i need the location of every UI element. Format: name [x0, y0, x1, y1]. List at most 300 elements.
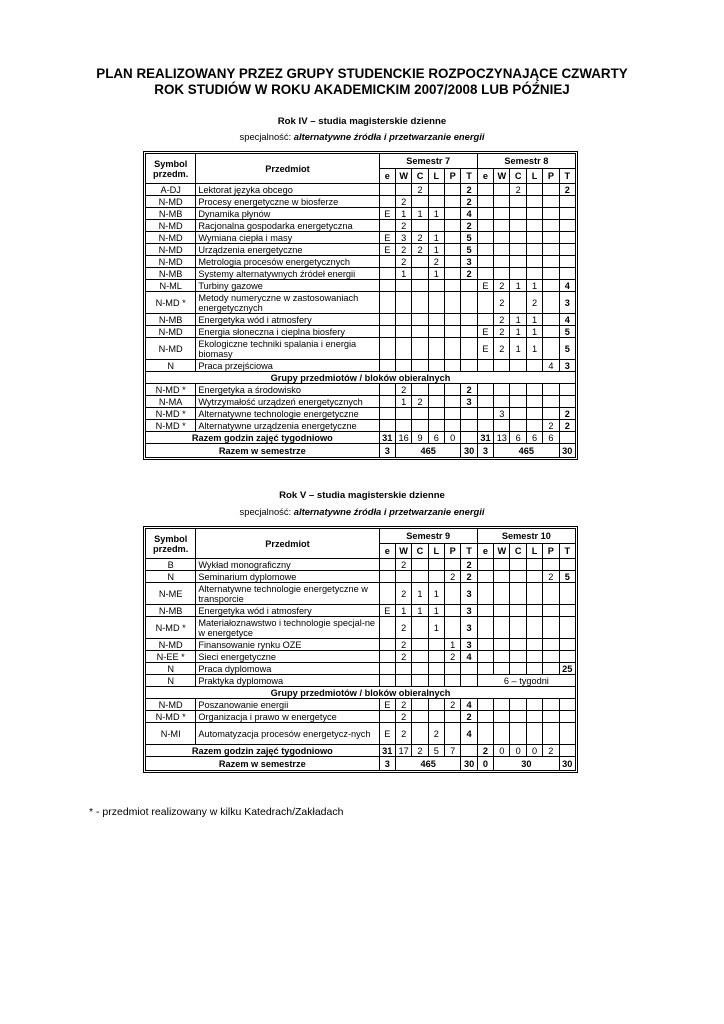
hours-cell	[510, 420, 526, 432]
hours-cell: 1	[526, 314, 542, 326]
hours-cell	[543, 617, 559, 639]
subject-name: Energetyka a środowisko	[196, 384, 379, 396]
subject-row	[146, 605, 576, 617]
subject-row	[146, 326, 576, 338]
hours-cell	[428, 571, 444, 583]
hours-cell	[445, 232, 461, 244]
hours-cell	[494, 360, 510, 372]
hours-cell	[445, 314, 461, 326]
duration-cell: 6 – tygodni	[477, 675, 575, 687]
hours-cell	[428, 711, 444, 723]
hours-cell: 3	[461, 605, 477, 617]
weekly-total-cell	[559, 745, 575, 757]
semester-total-label: Razem w semestrze	[146, 757, 380, 771]
hours-cell	[395, 314, 411, 326]
hours-cell	[559, 196, 575, 208]
hours-cell	[412, 420, 428, 432]
semester-total-hours: 465	[494, 444, 559, 458]
hours-cell: 1	[428, 617, 444, 639]
hours-cell	[494, 232, 510, 244]
hours-cell: 2	[412, 396, 428, 408]
page-title	[60, 66, 664, 98]
hours-cell: 1	[445, 639, 461, 651]
table1-container	[143, 151, 578, 460]
hours-cell: 2	[412, 184, 428, 196]
subject-symbol: A-DJ	[146, 184, 196, 196]
hours-cell	[477, 617, 493, 639]
hours-cell	[428, 699, 444, 711]
subject-symbol: N-MD	[146, 232, 196, 244]
hours-cell	[477, 711, 493, 723]
hours-cell: 5	[461, 244, 477, 256]
subject-symbol: N-MD *	[146, 617, 196, 639]
semester-exam-count: 3	[477, 444, 493, 458]
hours-cell	[477, 663, 493, 675]
weekly-total-label: Razem godzin zajęć tygodniowo	[146, 432, 380, 444]
weekly-total-cell: 9	[412, 432, 428, 444]
hours-cell	[412, 571, 428, 583]
hours-cell	[494, 723, 510, 745]
subject-symbol: N-MB	[146, 605, 196, 617]
hours-cell	[379, 420, 395, 432]
hours-cell: 1	[428, 232, 444, 244]
hours-cell	[412, 280, 428, 292]
hours-cell: 4	[543, 360, 559, 372]
hours-cell	[379, 268, 395, 280]
weekly-total-cell: 16	[395, 432, 411, 444]
hours-cell: 2	[395, 559, 411, 571]
hours-cell	[510, 360, 526, 372]
subject-symbol: N-MD	[146, 338, 196, 360]
subject-symbol: N-MD	[146, 220, 196, 232]
hours-cell: 2	[395, 384, 411, 396]
hours-cell	[543, 711, 559, 723]
hours-cell	[526, 699, 542, 711]
hours-cell	[494, 663, 510, 675]
hours-cell	[445, 663, 461, 675]
hours-cell	[494, 196, 510, 208]
hours-cell	[526, 360, 542, 372]
hours-cell	[526, 220, 542, 232]
header-row	[146, 529, 576, 544]
hours-cell	[412, 723, 428, 745]
hours-cell	[395, 571, 411, 583]
hours-cell	[477, 256, 493, 268]
hours-cell	[559, 384, 575, 396]
col-e-header: e	[379, 169, 395, 184]
hours-cell	[428, 326, 444, 338]
hours-cell: 3	[461, 396, 477, 408]
hours-cell	[445, 408, 461, 420]
hours-cell	[543, 651, 559, 663]
hours-cell	[494, 184, 510, 196]
hours-cell	[412, 256, 428, 268]
hours-cell: 2	[461, 184, 477, 196]
hours-cell	[543, 256, 559, 268]
hours-cell	[510, 617, 526, 639]
title-line-1: PLAN REALIZOWANY PRZEZ GRUPY STUDENCKIE ROZPOCZYNAJĄCE CZWARTY	[96, 66, 628, 81]
hours-cell	[494, 384, 510, 396]
hours-cell: 2	[445, 651, 461, 663]
hours-cell: 2	[494, 280, 510, 292]
hours-cell	[543, 639, 559, 651]
hours-cell	[543, 208, 559, 220]
hours-cell	[510, 196, 526, 208]
hours-cell	[477, 314, 493, 326]
hours-cell	[559, 583, 575, 605]
hours-cell: 2	[461, 559, 477, 571]
hours-cell	[379, 196, 395, 208]
hours-cell	[379, 559, 395, 571]
hours-cell: 3	[461, 617, 477, 639]
subject-symbol: N-MD *	[146, 408, 196, 420]
semester-total-row	[146, 757, 576, 771]
hours-cell	[428, 384, 444, 396]
subject-symbol: N-MB	[146, 208, 196, 220]
hours-cell	[395, 675, 411, 687]
hours-cell	[412, 617, 428, 639]
col-p-header: P	[543, 169, 559, 184]
hours-cell: E	[379, 723, 395, 745]
subject-name: Alternatywne urządzenia energetyczne	[196, 420, 379, 432]
hours-cell	[379, 360, 395, 372]
hours-cell: 2	[395, 651, 411, 663]
hours-cell	[526, 605, 542, 617]
hours-cell: 2	[494, 338, 510, 360]
hours-cell: E	[379, 232, 395, 244]
subject-name: Energetyka wód i atmosfery	[196, 605, 379, 617]
hours-cell	[445, 184, 461, 196]
hours-cell: 3	[461, 583, 477, 605]
hours-cell	[379, 617, 395, 639]
subject-symbol: N	[146, 675, 196, 687]
hours-cell	[445, 244, 461, 256]
hours-cell: 5	[461, 232, 477, 244]
col-e-header: e	[477, 169, 493, 184]
col-p-header: P	[445, 169, 461, 184]
weekly-total-cell: 13	[494, 432, 510, 444]
hours-cell	[477, 220, 493, 232]
hours-cell	[543, 184, 559, 196]
hours-cell	[526, 408, 542, 420]
hours-cell	[526, 196, 542, 208]
hours-cell	[543, 408, 559, 420]
hours-cell	[477, 559, 493, 571]
table2-heading: Rok V – studia magisterskie dzienne	[279, 490, 445, 501]
hours-cell	[412, 292, 428, 314]
hours-cell: 2	[412, 232, 428, 244]
subject-row	[146, 559, 576, 571]
subject-row	[146, 244, 576, 256]
hours-cell	[526, 208, 542, 220]
subject-row	[146, 280, 576, 292]
hours-cell	[510, 292, 526, 314]
hours-cell: 1	[510, 280, 526, 292]
hours-cell	[543, 583, 559, 605]
weekly-total-cell: 2	[412, 745, 428, 757]
hours-cell: 3	[559, 292, 575, 314]
hours-cell	[494, 220, 510, 232]
subject-symbol: N-MB	[146, 314, 196, 326]
col-l-header: L	[428, 169, 444, 184]
hours-cell	[477, 699, 493, 711]
hours-cell: 1	[395, 208, 411, 220]
hours-cell: 2	[428, 256, 444, 268]
col-l-header: L	[526, 169, 542, 184]
subject-symbol: N-MD	[146, 196, 196, 208]
hours-cell	[543, 396, 559, 408]
hours-cell	[395, 420, 411, 432]
hours-cell	[526, 384, 542, 396]
hours-cell	[526, 256, 542, 268]
subject-symbol: N-MA	[146, 396, 196, 408]
weekly-total-cell: 31	[379, 745, 395, 757]
hours-cell	[412, 384, 428, 396]
subject-symbol: N-ME	[146, 583, 196, 605]
hours-cell	[428, 184, 444, 196]
hours-cell	[477, 184, 493, 196]
hours-cell	[428, 338, 444, 360]
hours-cell: 2	[412, 244, 428, 256]
hours-cell	[445, 583, 461, 605]
hours-cell	[428, 196, 444, 208]
hours-cell	[445, 605, 461, 617]
table1-heading: Rok IV – studia magisterskie dzienne	[277, 116, 447, 127]
hours-cell	[526, 583, 542, 605]
symbol-header: Symbol przedm.	[146, 529, 196, 559]
hours-cell	[494, 268, 510, 280]
hours-cell: 1	[395, 605, 411, 617]
subject-symbol: N-EE *	[146, 651, 196, 663]
elective-group-label: Grupy przedmiotów / bloków obieralnych	[146, 372, 576, 384]
weekly-total-cell: 31	[477, 432, 493, 444]
weekly-total-cell	[461, 432, 477, 444]
hours-cell	[543, 268, 559, 280]
hours-cell	[379, 184, 395, 196]
plan-table	[145, 153, 576, 458]
hours-cell	[494, 256, 510, 268]
hours-cell	[526, 651, 542, 663]
subject-symbol: N-MD	[146, 639, 196, 651]
hours-cell: 2	[395, 583, 411, 605]
col-w-header: W	[395, 169, 411, 184]
subject-name: Urządzenia energetyczne	[196, 244, 379, 256]
hours-cell: E	[379, 244, 395, 256]
weekly-total-label: Razem godzin zajęć tygodniowo	[146, 745, 380, 757]
hours-cell: 2	[543, 420, 559, 432]
hours-cell	[510, 232, 526, 244]
hours-cell: 2	[494, 326, 510, 338]
hours-cell	[526, 559, 542, 571]
col-w-header: W	[494, 544, 510, 559]
hours-cell	[559, 256, 575, 268]
col-t-header: T	[559, 169, 575, 184]
col-w-header: W	[494, 169, 510, 184]
symbol-header: Symbol przedm.	[146, 154, 196, 184]
hours-cell	[445, 268, 461, 280]
hours-cell	[477, 723, 493, 745]
weekly-total-cell: 7	[445, 745, 461, 757]
subject-row	[146, 617, 576, 639]
hours-cell	[543, 280, 559, 292]
col-p-header: P	[543, 544, 559, 559]
hours-cell	[543, 326, 559, 338]
hours-cell	[543, 314, 559, 326]
hours-cell	[379, 280, 395, 292]
hours-cell	[379, 292, 395, 314]
hours-cell	[510, 208, 526, 220]
elective-row	[146, 420, 576, 432]
subject-symbol: B	[146, 559, 196, 571]
hours-cell	[477, 292, 493, 314]
hours-cell	[445, 617, 461, 639]
semester-a-header: Semestr 7	[379, 154, 477, 169]
hours-cell	[510, 723, 526, 745]
hours-cell: 1	[412, 605, 428, 617]
hours-cell: 2	[445, 571, 461, 583]
hours-cell	[477, 639, 493, 651]
hours-cell	[510, 256, 526, 268]
weekly-total-cell: 0	[510, 745, 526, 757]
subject-symbol: N-MD	[146, 256, 196, 268]
subject-header: Przedmiot	[196, 529, 379, 559]
hours-cell	[494, 651, 510, 663]
hours-cell	[526, 232, 542, 244]
spec-prefix: specjalność:	[239, 506, 294, 517]
hours-cell	[461, 420, 477, 432]
hours-cell	[477, 396, 493, 408]
hours-cell	[445, 256, 461, 268]
weekly-total-cell: 17	[395, 745, 411, 757]
hours-cell	[428, 675, 444, 687]
subject-name: Praca przejściowa	[196, 360, 379, 372]
hours-cell	[559, 723, 575, 745]
hours-cell: 5	[559, 571, 575, 583]
subject-name: Ekologiczne techniki spalania i energia biomasy	[196, 338, 379, 360]
hours-cell: 3	[494, 408, 510, 420]
hours-cell	[494, 420, 510, 432]
semester-total-hours: 465	[395, 757, 460, 771]
elective-row	[146, 723, 576, 745]
hours-cell: 2	[461, 196, 477, 208]
hours-cell	[379, 571, 395, 583]
weekly-total-cell: 0	[445, 432, 461, 444]
hours-cell	[543, 338, 559, 360]
hours-cell	[494, 244, 510, 256]
hours-cell: 2	[559, 420, 575, 432]
hours-cell	[461, 360, 477, 372]
hours-cell: 2	[559, 408, 575, 420]
hours-cell	[379, 663, 395, 675]
hours-cell	[559, 651, 575, 663]
hours-cell	[445, 711, 461, 723]
hours-cell	[428, 220, 444, 232]
subject-name: Racjonalna gospodarka energetyczna	[196, 220, 379, 232]
hours-cell	[543, 723, 559, 745]
hours-cell	[510, 244, 526, 256]
col-l-header: L	[428, 544, 444, 559]
hours-cell	[412, 651, 428, 663]
hours-cell: 2	[494, 314, 510, 326]
col-c-header: C	[510, 169, 526, 184]
hours-cell	[526, 420, 542, 432]
hours-cell	[445, 559, 461, 571]
hours-cell	[477, 420, 493, 432]
elective-row	[146, 699, 576, 711]
hours-cell	[494, 711, 510, 723]
hours-cell	[477, 651, 493, 663]
subject-row	[146, 208, 576, 220]
hours-cell: 1	[428, 244, 444, 256]
hours-cell	[412, 338, 428, 360]
subject-row	[146, 184, 576, 196]
subject-row	[146, 663, 576, 675]
hours-cell: 2	[395, 196, 411, 208]
hours-cell	[510, 396, 526, 408]
hours-cell	[445, 338, 461, 360]
hours-cell	[559, 605, 575, 617]
subject-row	[146, 256, 576, 268]
hours-cell: 2	[526, 292, 542, 314]
col-e-header: e	[379, 544, 395, 559]
weekly-total-cell: 31	[379, 432, 395, 444]
col-t-header: T	[461, 169, 477, 184]
hours-cell: 2	[543, 571, 559, 583]
group-header-row	[146, 687, 576, 699]
subject-symbol: N-MD	[146, 244, 196, 256]
hours-cell: 1	[526, 326, 542, 338]
subject-name: Energetyka wód i atmosfery	[196, 314, 379, 326]
hours-cell: 1	[526, 280, 542, 292]
semester-total-hours: 30	[494, 757, 559, 771]
hours-cell	[543, 384, 559, 396]
hours-cell: 2	[445, 699, 461, 711]
hours-cell	[559, 396, 575, 408]
hours-cell	[412, 699, 428, 711]
weekly-total-cell: 2	[477, 745, 493, 757]
hours-cell	[379, 711, 395, 723]
hours-cell	[428, 559, 444, 571]
hours-cell	[559, 220, 575, 232]
hours-cell: 2	[461, 571, 477, 583]
hours-cell	[379, 256, 395, 268]
hours-cell	[526, 639, 542, 651]
hours-cell	[379, 408, 395, 420]
hours-cell	[526, 396, 542, 408]
hours-cell	[461, 675, 477, 687]
subject-name: Alternatywne technologie energetyczne w transporcie	[196, 583, 379, 605]
subject-row	[146, 639, 576, 651]
subject-name: Sieci energetyczne	[196, 651, 379, 663]
subject-name: Praca dyplomowa	[196, 663, 379, 675]
hours-cell: 1	[526, 338, 542, 360]
subject-row	[146, 232, 576, 244]
hours-cell	[379, 338, 395, 360]
table2-container	[143, 526, 578, 773]
hours-cell	[510, 639, 526, 651]
subject-name: Alternatywne technologie energetyczne	[196, 408, 379, 420]
subject-name: Organizacja i prawo w energetyce	[196, 711, 379, 723]
hours-cell	[510, 711, 526, 723]
hours-cell	[412, 675, 428, 687]
hours-cell	[477, 571, 493, 583]
hours-cell	[461, 280, 477, 292]
weekly-total-cell: 0	[526, 745, 542, 757]
hours-cell	[494, 396, 510, 408]
subject-symbol: N-ML	[146, 280, 196, 292]
hours-cell	[379, 583, 395, 605]
hours-cell	[445, 675, 461, 687]
